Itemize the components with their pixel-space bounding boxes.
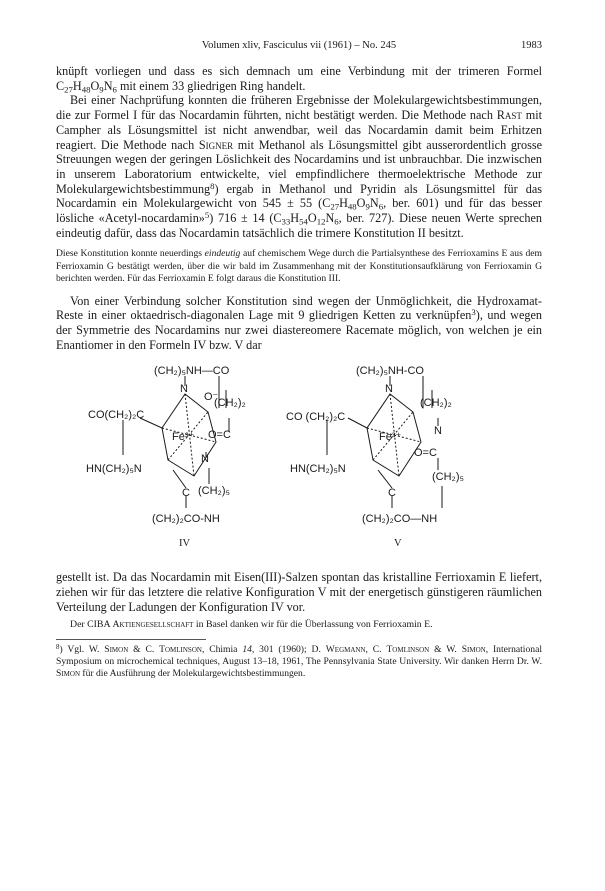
text: , ber. 601) und für das besser lösliche «Acetyl-nocardamin»: [56, 196, 542, 226]
text: mit einem 33 gliedrigen Ring handelt.: [116, 78, 306, 93]
paragraph-4: gestellt ist. Da das Nocardamin mit Eisen(III)-Salzen spontan das kristalline Ferrioxamin E liefert, ziehen wir für das letztere die relative Konfiguration V mit der energetisch günstigeren räumlichen Verteilung der Ladungen der Konfiguration IV vor.: [56, 570, 542, 614]
v-bottom: (CH₂)₂CO—NH: [362, 513, 438, 526]
author-name: Simon: [56, 668, 81, 680]
journal-line: Volumen xliv, Fasciculus vii (1961) – No. 245: [201, 40, 397, 51]
structure-figure: [56, 360, 542, 570]
text: & C.: [128, 643, 160, 655]
author-name: Tomlinson: [386, 643, 430, 655]
footnote-ref: 8: [210, 180, 215, 191]
author-name: Simon: [461, 643, 486, 655]
text: N: [103, 78, 113, 93]
text: N: [325, 211, 335, 226]
text: Von einer Verbindung solcher Konstitution sind wegen der Unmöglichkeit, die Hydroxamat-Reste in einer oktaedrisch-diagonalen Lage mit 9 gliedrigen Ketten zu verknüpfen: [56, 293, 542, 323]
text: für die Ausführung der Molekulargewichtsbestimmungen.: [80, 668, 306, 680]
v-label: V: [394, 538, 402, 550]
iv-c-bottom: C: [182, 487, 190, 500]
text: ) 716 ± 14 (C: [209, 211, 282, 226]
footnote-number: 8: [56, 643, 60, 651]
emphasis: eindeutig: [204, 248, 241, 260]
iv-bottom: (CH₂)₂CO-NH: [152, 513, 220, 526]
v-right-ch2: (CH₂)₂: [420, 397, 452, 410]
running-header: [56, 40, 542, 56]
iv-n-top: N: [180, 383, 188, 396]
v-n-top: N: [385, 383, 393, 396]
paragraph-3: [56, 294, 542, 353]
v-ch2-5: (CH₂)₅: [432, 471, 464, 484]
text: knüpft vorliegen und dass es sich demnach um eine Verbindung mit der trimeren Formel C: [56, 64, 542, 93]
footnote-8: [56, 644, 542, 681]
text: ) Vgl. W.: [59, 643, 105, 655]
iv-label: IV: [179, 538, 191, 550]
v-left-hn: HN(CH₂)₅N: [290, 463, 346, 476]
iv-right-ch2: (CH₂)₂: [214, 397, 246, 410]
text: H: [290, 211, 300, 226]
subscript: 9: [99, 84, 104, 95]
v-c-bottom: C: [388, 487, 396, 500]
footnote-ref: 5: [204, 210, 210, 221]
subscript: 6: [378, 201, 384, 212]
small-print-note: [56, 248, 542, 285]
author-name: Signer: [198, 137, 234, 152]
journal-page: [56, 40, 542, 681]
subscript: 27: [64, 84, 73, 95]
subscript: 6: [112, 84, 117, 95]
subscript: 48: [347, 201, 357, 212]
text: auf chemischem Wege durch die Partialsynthese des Ferrioxamins E aus dem Ferrioxamin G bestätigt werden, über die wir bald im Zusammenhang mit der Konstitutionsaufklärung von Ferrioxamin G berichten werden. Für das Ferrioxamin E folgt daraus die Konstitution III.: [56, 248, 542, 285]
text: 301 (1960); D.: [254, 643, 326, 655]
subscript: 6: [334, 216, 339, 227]
iv-o-eq-c: O=C: [208, 429, 231, 442]
v-left-co: CO (CH₂)₂C: [286, 411, 346, 424]
structural-formulas: [56, 360, 542, 570]
text: & W.: [429, 643, 462, 655]
text: N: [369, 196, 379, 211]
text: Diese Konstitution konnte neuerdings: [56, 248, 205, 260]
author-name: Wegmann: [325, 643, 366, 655]
paragraph-1: [56, 64, 542, 93]
company-name: Aktiengesellschaft: [112, 618, 194, 630]
subscript: 9: [365, 201, 370, 212]
v-n-right: N: [434, 425, 442, 438]
iv-ch2-5: (CH₂)₅: [198, 485, 230, 498]
text: O: [356, 196, 366, 211]
text: mit Campher als Lösungsmittel ist nicht anwendbar, weil das Nocardamin damit beim Erhitzen reagiert. Die Methode nach: [56, 108, 542, 152]
text: ), und wegen der Symmetrie des Nocardamins nur zwei diastereomere Racemate möglich, von welchen je ein Enantiomer in den Formeln IV bzw. V dar: [56, 308, 542, 352]
text: , ber. 727). Diese neuen Werte sprechen eindeutig dafür, dass das Nocardamin tatsächlich die trimere Konstitution II besitzt.: [56, 211, 543, 240]
text: H: [72, 78, 82, 93]
subscript: 48: [81, 84, 91, 95]
text: O: [90, 78, 100, 93]
paragraph-2: [56, 93, 542, 240]
iv-top: (CH₂)₅NH—CO: [154, 365, 230, 378]
text: H: [339, 196, 348, 211]
iv-o-minus: O⁻: [204, 391, 219, 404]
iv-left-co: CO(CH₂)₂C: [88, 409, 145, 422]
acknowledgement: [56, 619, 542, 631]
text: , International Symposium on microchemical techniques, August 13–18, 1961, The Pennsylvania State University. Wir danken Herrn Dr. W.: [56, 643, 542, 668]
text: in Basel danken wir für die Überlassung von Ferrioxamin E.: [193, 618, 433, 630]
volume: 14,: [242, 643, 255, 655]
text: , C.: [365, 643, 387, 655]
text: , Chimia: [201, 643, 243, 655]
text: O: [307, 211, 317, 226]
author-name: Tomlinson: [159, 643, 202, 655]
iv-fe: Fe³⁺: [172, 431, 195, 444]
v-top: (CH₂)₅NH-CO: [356, 365, 424, 378]
footnote-ref: 3: [471, 307, 476, 318]
footnote-rule: [56, 639, 206, 640]
subscript: 33: [281, 216, 291, 227]
text: Bei einer Nachprüfung konnten die früheren Ergebnisse der Molekulargewichtsbestimmungen, die zur Formel I für das Nocardamin führten, nicht bestätigt werden. Die Methode nach: [56, 93, 542, 123]
text: mit Methanol als Lösungsmittel gibt ausserordentlich grosse Streuungen wegen der geringen Löslichkeit des Nocardamins und ist unbrauchbar. Die inzwischen in unserem Laboratorium entwickelte, viel empfindlichere thermoelektrische Methode zur Molekulargewichtsbestimmung: [56, 137, 542, 196]
author-name: Rast: [496, 108, 522, 123]
author-name: Simon: [104, 643, 129, 655]
iv-n-mid: N: [201, 453, 209, 466]
subscript: 12: [316, 216, 326, 227]
iv-left-hn: HN(CH₂)₅N: [86, 463, 142, 476]
page-number: 1983: [521, 40, 542, 51]
v-o-eq-c: O=C: [414, 447, 437, 460]
text: ) ergab in Methanol und Pyridin als Lösungsmittel für das Nocardamin ein Molekulargewicht von 545 ± 55 (C: [56, 181, 542, 211]
subscript: 27: [330, 201, 340, 212]
text: Der CIBA: [70, 618, 113, 630]
subscript: 54: [299, 216, 308, 227]
v-fe: Fe³⁺: [379, 431, 402, 444]
